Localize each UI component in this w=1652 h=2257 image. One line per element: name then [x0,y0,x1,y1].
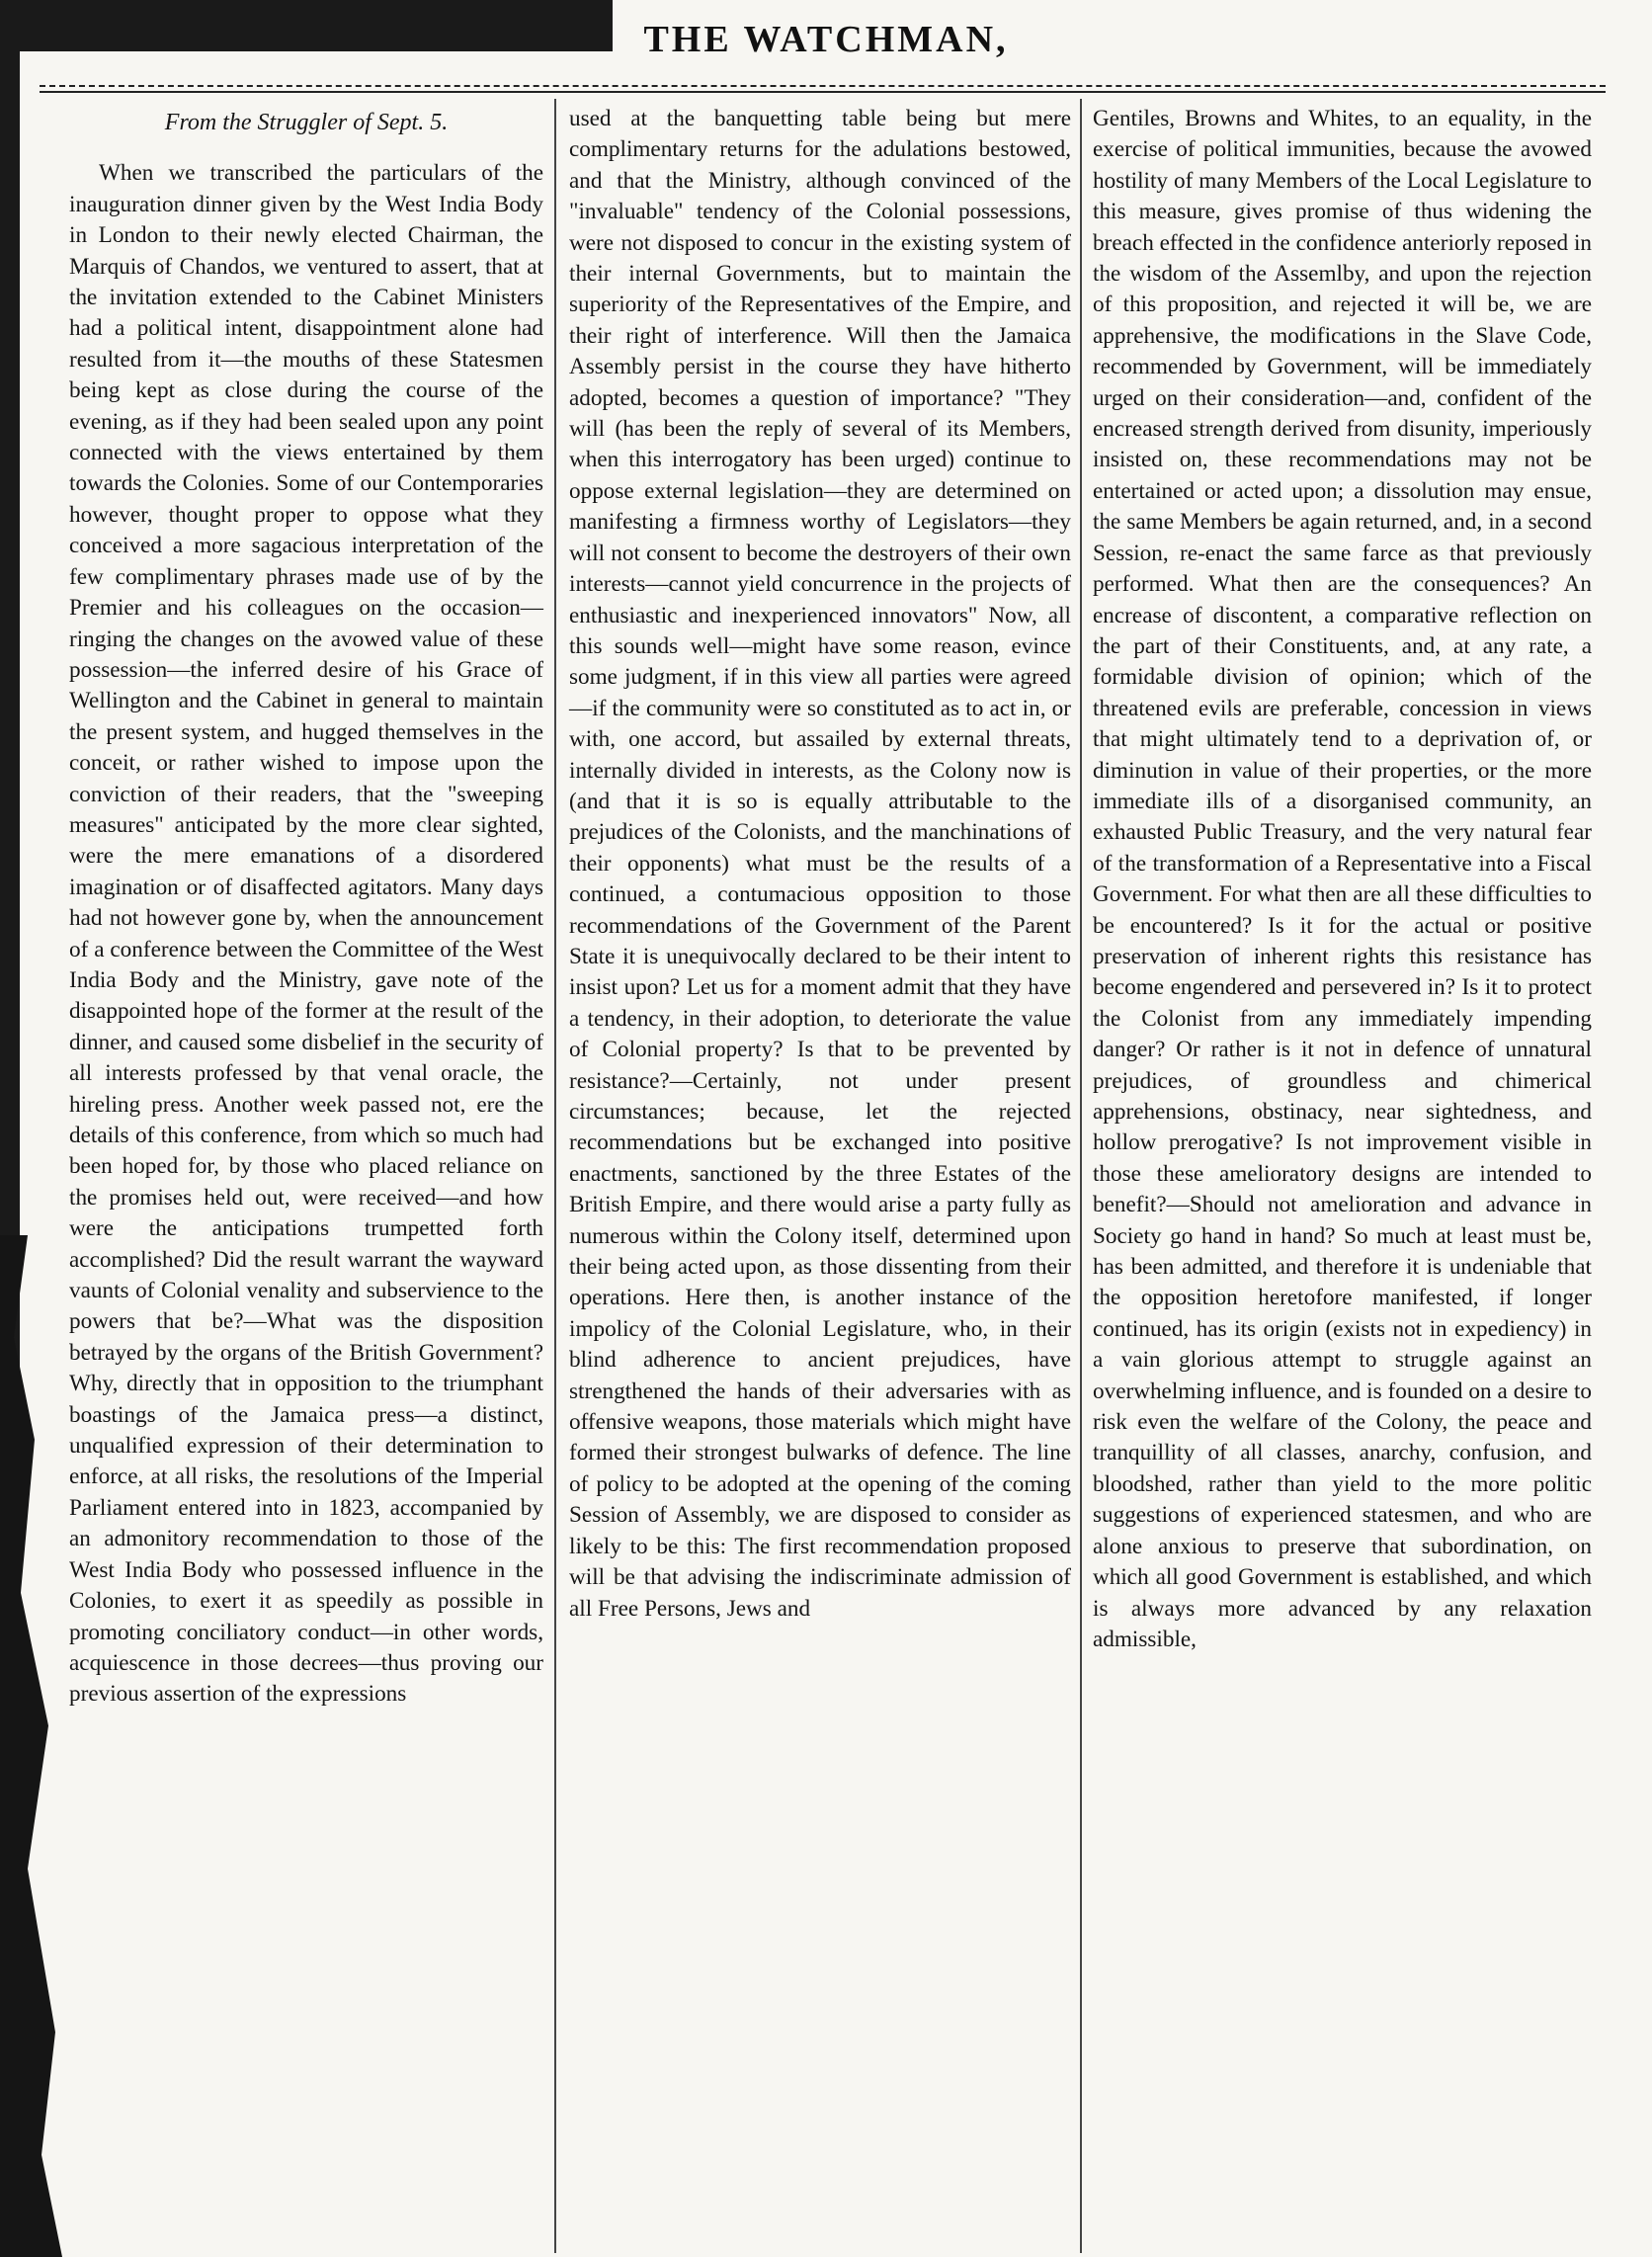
article-text: When we transcribed the particulars of the inauguration dinner given by the West India Body in London to their newly elected Chairman, the Marquis of Chandos, we ventured to assert, that at the invitation extended to the Cabinet Ministers had a political intent, disappointment alone had resulted from it—the mouths of these Statesmen being kept as close during the course of the evening, as if they had been sealed upon any point connected with the views entertained by them towards the Colonies. Some of our Contemporaries however, thought proper to oppose what they conceived a more sagacious interpretation of the few complimentary phrases made use of by the Premier and his colleagues on the occasion—ringing the changes on the avowed value of these possession—the inferred desire of his Grace of Wellington and the Cabinet in general to maintain the present system, and hugged themselves in the conceit, or rather wished to impose upon the conviction of their readers, that the "sweeping measures" anticipated by the more clear sighted, were the mere emanations of a disordered imagination or of disaffected agitators. Many days had not however gone by, when the announcement of a conference between the Committee of the West India Body and the Ministry, gave note of the disappointed hope of the former at the result of the dinner, and caused some disbelief in the security of all interests professed by that venal oracle, the hireling press. Another week passed not, ere the details of this conference, from which so much had been hoped for, by those who placed reliance on the promises held out, were received—and how were the anticipations trumpetted forth accomplished? Did the result warrant the wayward vaunts of Colonial venality and subservience to the powers that be?—What was the disposition betrayed by the organs of the British Government? Why, directly that in opposition to the triumphant boastings of the Jamaica press—a distinct, unqualified expression of their determination to enforce, at all risks, the resolutions of the Imperial Parliament entered into in 1823, accompanied by an admonitory recommendation to those of the West India Body who possessed influence in the Colonies, to exert it as speedily as possible in promoting conciliatory conduct—in other words, acquiescence in those decrees—thus proving our previous assertion of the expressions [69,160,543,1708]
article-text: used at the banquetting table being but mere complimentary returns for the adulations bestowed, and that the Ministry, although convinced of the "invaluable" tendency of the Colonial possessions, were not disposed to concur in the existing system of their internal Governments, but to maintain the superiority of the Representatives of the Empire, and their right of interference. Will then the Jamaica Assembly persist in the course they have hitherto adopted, becomes a question of importance? "They will (has been the reply of several of its Members, when this interrogatory has been urged) continue to oppose external legislation—they are determined on manifesting a firmness worthy of Legislators—they will not consent to become the destroyers of their own interests—cannot yield concurrence in the projects of enthusiastic and inexperienced innovators" Now, all this sounds well—might have some reason, evince some judgment, if in this view all parties were agreed—if the community were so constituted as to act in, or with, one accord, but assailed by external threats, internally divided in interests, as the Colony now is (and that it is so is equally attributable to the prejudices of the Colonists, and the manchinations of their opponents) what must be the results of a continued, a contumacious opposition to those recommendations of the Government of the Parent State it is unequivocally declared to be their intent to insist upon? Let us for a moment admit that they have a tendency, in their adoption, to deteriorate the value of Colonial property? Is that to be prevented by resistance?—Certainly, not under present circumstances; because, let the rejected recommendations but be exchanged into positive enactments, sanctioned by the three Estates of the British Empire, and there would arise a party fully as numerous within the Colony itself, determined upon their being acted upon, as those dissenting from their operations. Here then, is another instance of the impolicy of the Colonial Legislature, who, in their blind adherence to ancient prejudices, have strengthened the hands of their adversaries with as offensive weapons, those materials which might have formed their strongest bulwarks of defence. The line of policy to be adopted at the opening of the coming Session of Assembly, we are disposed to consider as likely to be this: The first recommendation proposed will be that advising the indiscriminate admission of all Free Persons, Jews and [569,106,1071,1622]
masthead-title: THE WATCHMAN, [643,19,1009,60]
article-source-heading: From the Struggler of Sept. 5. [164,110,449,135]
column-separator [554,99,556,2253]
masthead-rule [40,85,1606,93]
article-text: Gentiles, Browns and Whites, to an equality, in the exercise of political immunities, because the avowed hostility of many Members of the Local Legislature to this measure, gives promise of thus widening the breach effected in the confidence anteriorly reposed in the wisdom of the Assemlby, and upon the rejection of this proposition, and rejected it will be, we are apprehensive, the modifications in the Slave Code, recommended by Government, will be immediately urged on their consideration—and, confident of the encreased strength derived from disunity, imperiously insisted on, these recommendations may not be entertained or acted upon; a dissolution may ensue, the same Members be again returned, and, in a second Session, re-enact the same farce as that previously performed. What then are the consequences? An encrease of discontent, a comparative reflection on the part of their Constituents, and, at any rate, a formidable division of opinion; which of the threatened evils are preferable, concession in views that might ultimately tend to a deprivation of, or diminution in value of their properties, or the more immediate ills of a disorganised community, an exhausted Public Treasury, and the very natural fear of the transformation of a Representative into a Fiscal Government. For what then are all these difficulties to be encountered? Is it for the actual or positive preservation of inherent rights this resistance has become engendered and persevered in? Is it to protect the Colonist from any immediately impending danger? Or rather is it not in defence of unnatural prejudices, of groundless and chimerical apprehensions, obstinacy, near sightedness, and hollow prerogative? Is not improvement visible in those these amelioratory designs are intended to benefit?—Should not amelioration and advance in Society go hand in hand? So much at least must be, has been admitted, and therefore it is undeniable that the opposition heretofore manifested, if longer continued, has its origin (exists not in expediency) in a vain glorious attempt to struggle against an overwhelming influence, and is founded on a desire to risk even the welfare of the Colony, the peace and tranquillity of all classes, anarchy, confusion, and bloodshed, rather than yield to the more politic suggestions of experienced statesmen, and who are alone anxious to preserve that subordination, on which all good Government is established, and which is always more advanced by any relaxation admissible, [1093,106,1592,1652]
column-separator [1080,99,1082,2253]
article-column-2 [569,104,1071,1625]
article-column-1 [69,104,543,1711]
article-column-3 [1093,104,1592,1655]
torn-page-edge [0,1235,69,2257]
